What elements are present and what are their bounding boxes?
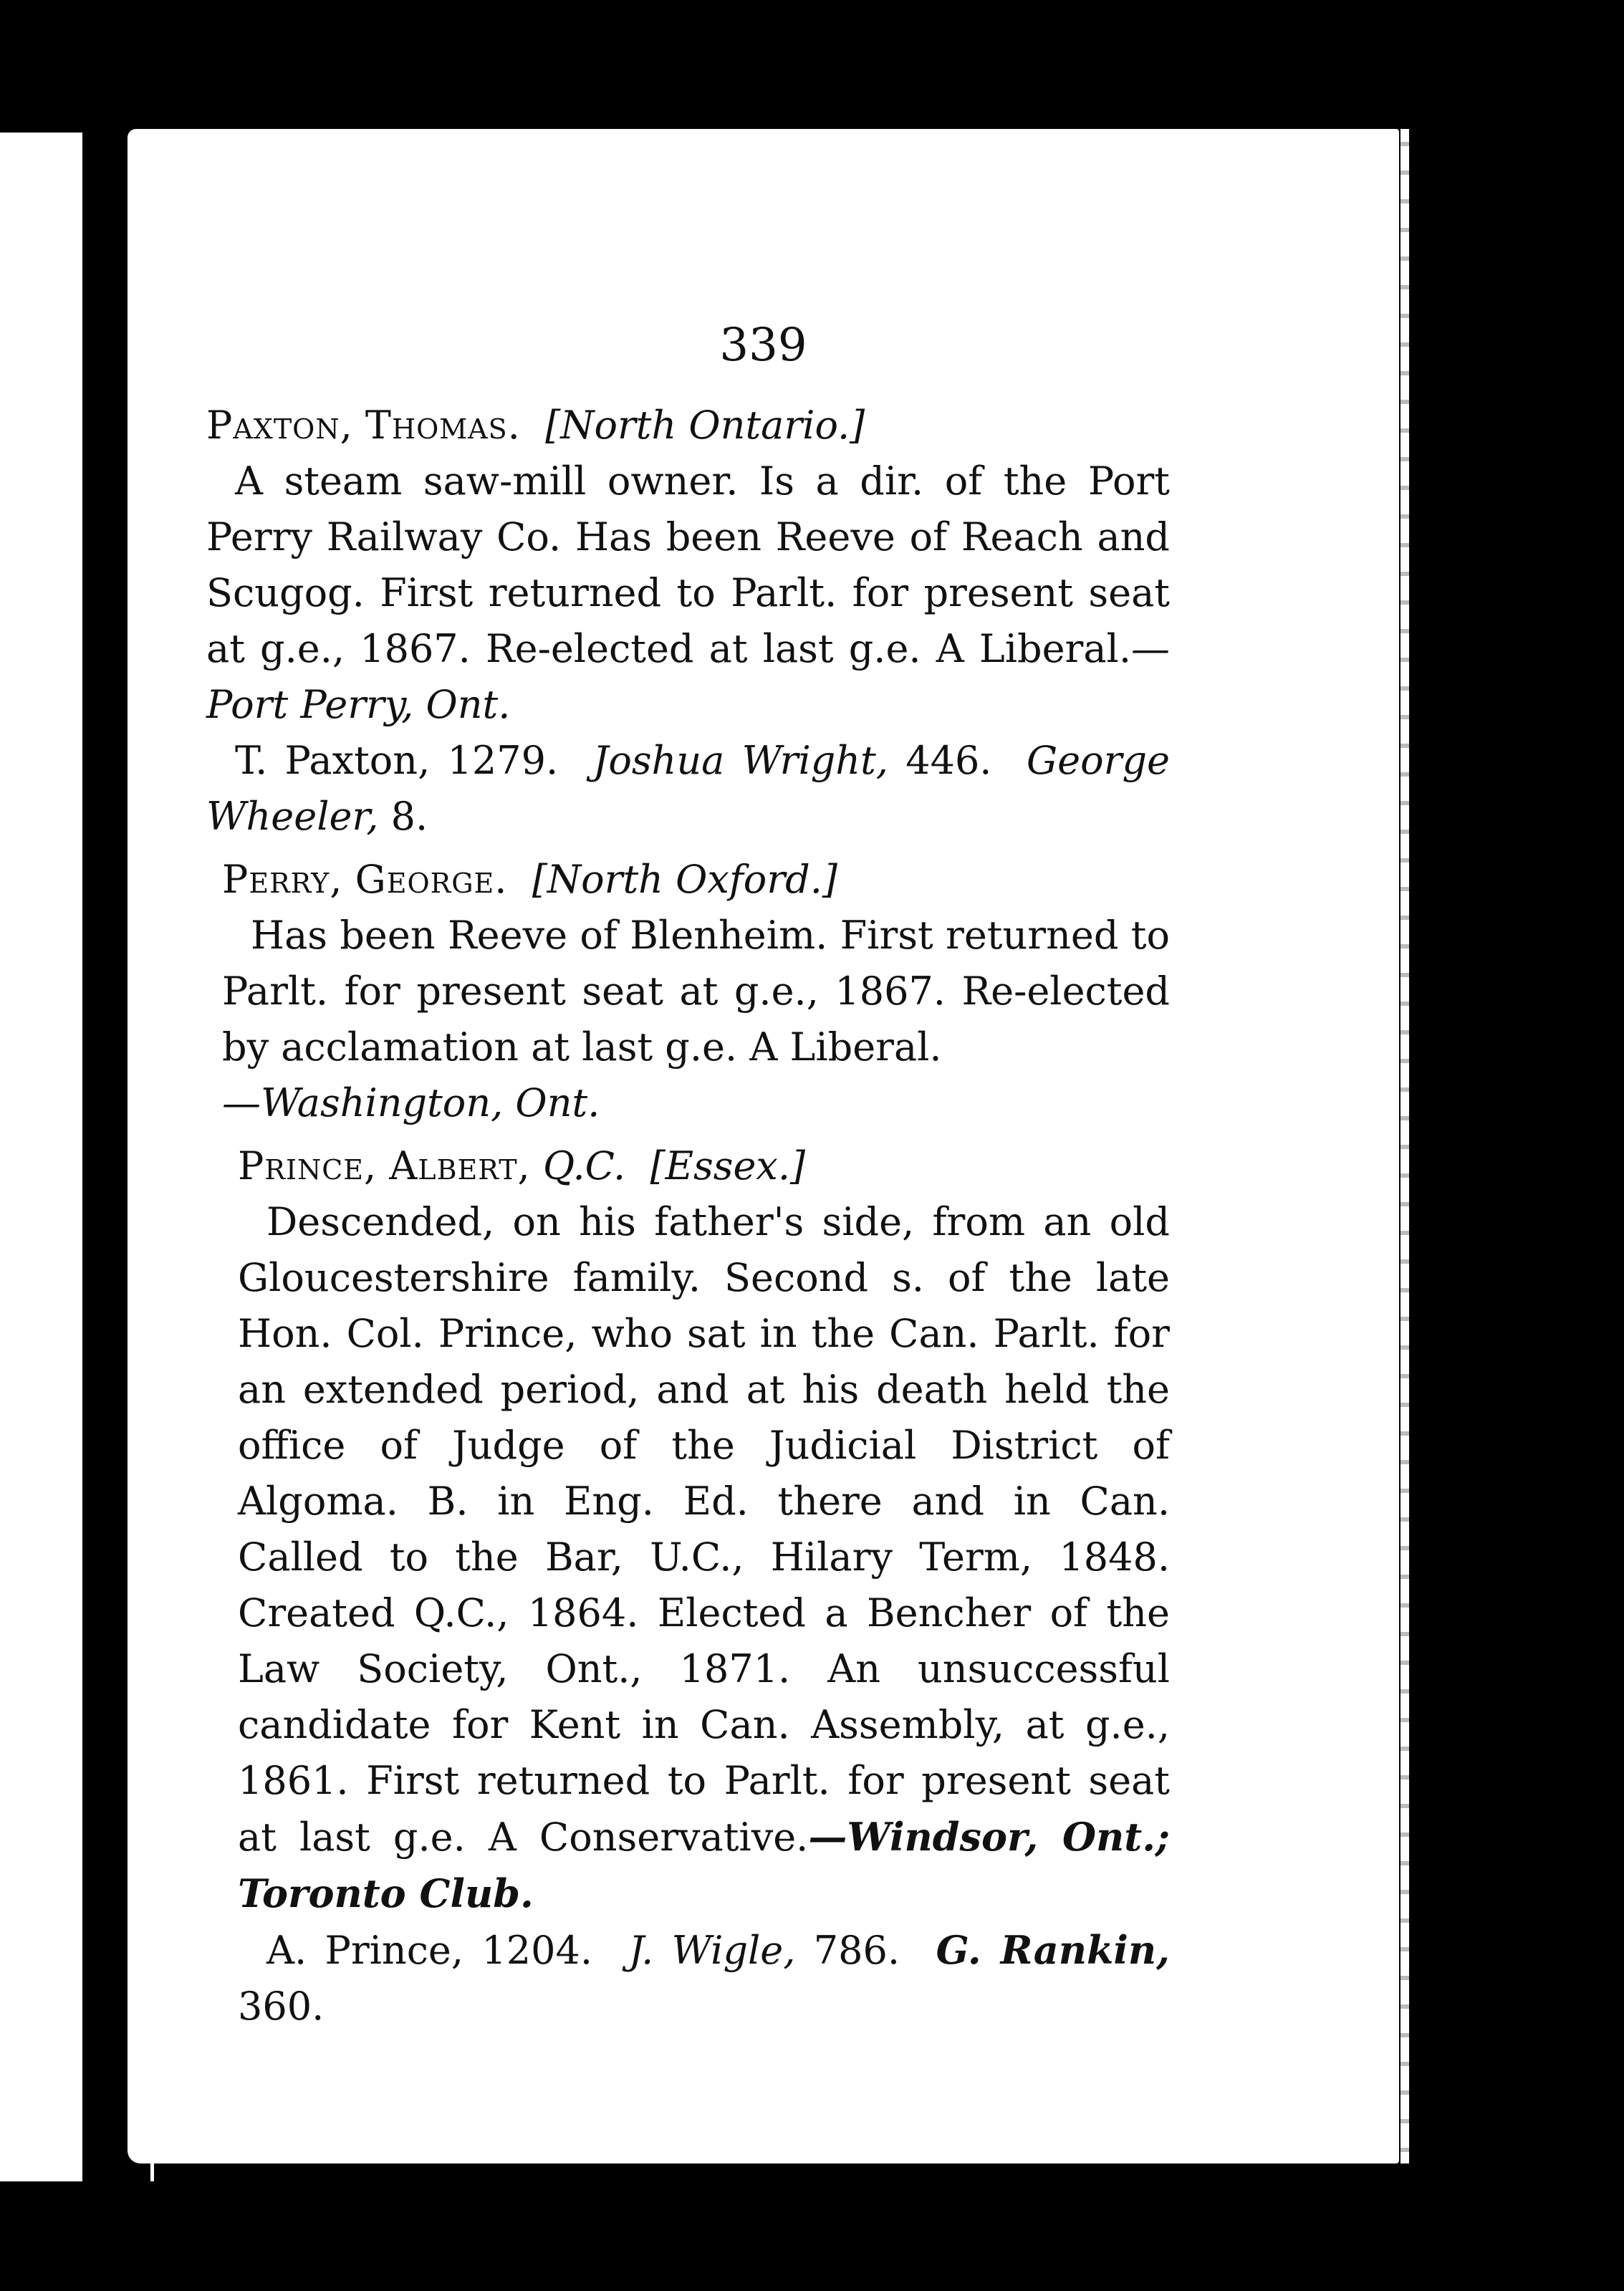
- candidate-name: A. Prince,: [266, 1928, 464, 1973]
- entry-address: —Port Perry, Ont.: [206, 626, 1170, 727]
- entry-prince: [206, 1138, 1170, 2035]
- entry-paxton: [206, 398, 1170, 845]
- candidate-votes: 1204.: [481, 1928, 592, 1973]
- entry-given-name: George.: [355, 857, 508, 902]
- entry-heading: [206, 398, 1170, 453]
- entry-constituency: [North Ontario.]: [545, 403, 865, 448]
- candidate-name: George Wheeler,: [206, 738, 1170, 839]
- entry-surname: Paxton,: [206, 403, 353, 448]
- candidate-votes: 446.: [905, 738, 992, 783]
- entry-given-name: Albert,: [389, 1143, 531, 1188]
- entry-bio-text: Has been Reeve of Blenheim. First returned to Parlt. for present seat at g.e., 1867. Re-elected by acclamation at last g.e. A Liberal.: [222, 913, 1170, 1070]
- election-result: [206, 733, 1170, 845]
- candidate-votes: 8.: [390, 794, 428, 839]
- page-right-edge: [1400, 129, 1409, 2163]
- entry-suffix: Q.C.: [542, 1143, 626, 1188]
- candidate-votes: 786.: [813, 1928, 900, 1973]
- entry-biography: [222, 908, 1170, 1075]
- election-result: [238, 1922, 1170, 2035]
- candidate-votes: 1279.: [447, 738, 559, 783]
- entry-address: —Windsor, Ont.;: [808, 1814, 1170, 1860]
- entry-bio-text: Descended, on his father's side, from an old Gloucestershire family. Second s. of the late Hon. Col. Prince, who sat in the Can. Parlt. for an extended period, and at his death held the office of Judge of the Judicial District of Algoma. B. in Eng. Ed. there and in Can. Called to the Bar, U.C., Hilary Term, 1848. Created Q.C., 1864. Elected a Bencher of the Law Society, Ont., 1871. An unsuccessful candidate for Kent in Can. Assembly, at g.e., 1861. First returned to Parlt. for present seat at last g.e. A Conservative.: [238, 1199, 1170, 1860]
- page-number: 339: [719, 319, 807, 372]
- entry-club: Toronto Club.: [238, 1870, 534, 1916]
- candidate-name: T. Paxton,: [235, 738, 431, 783]
- candidate-name: Joshua Wright,: [592, 738, 888, 783]
- entry-given-name: Thomas.: [365, 403, 521, 448]
- entry-address-line: [222, 1075, 1170, 1131]
- entry-constituency: [Essex.]: [650, 1143, 806, 1188]
- entry-surname: Prince,: [238, 1143, 378, 1188]
- entry-surname: Perry,: [222, 857, 343, 902]
- candidate-name: J. Wigle,: [628, 1928, 796, 1973]
- book-page: [128, 129, 1399, 2163]
- entry-address: —Washington, Ont.: [222, 1080, 600, 1125]
- entry-perry: [206, 852, 1170, 1131]
- candidate-votes: 360.: [238, 1984, 325, 2029]
- entry-heading: [222, 852, 1170, 908]
- candidate-name: G. Rankin,: [936, 1927, 1170, 1973]
- page-text: [206, 398, 1170, 2042]
- entry-heading: [238, 1138, 1170, 1194]
- entry-bio-text: A steam saw-mill owner. Is a dir. of the Port Perry Railway Co. Has been Reeve of Reach and Scugog. First returned to Parlt. for present seat at g.e., 1867. Re-elected at last g.e. A Liberal.: [206, 458, 1170, 671]
- entry-biography: [238, 1194, 1170, 1922]
- entry-constituency: [North Oxford.]: [532, 857, 837, 902]
- entry-biography: [206, 453, 1170, 733]
